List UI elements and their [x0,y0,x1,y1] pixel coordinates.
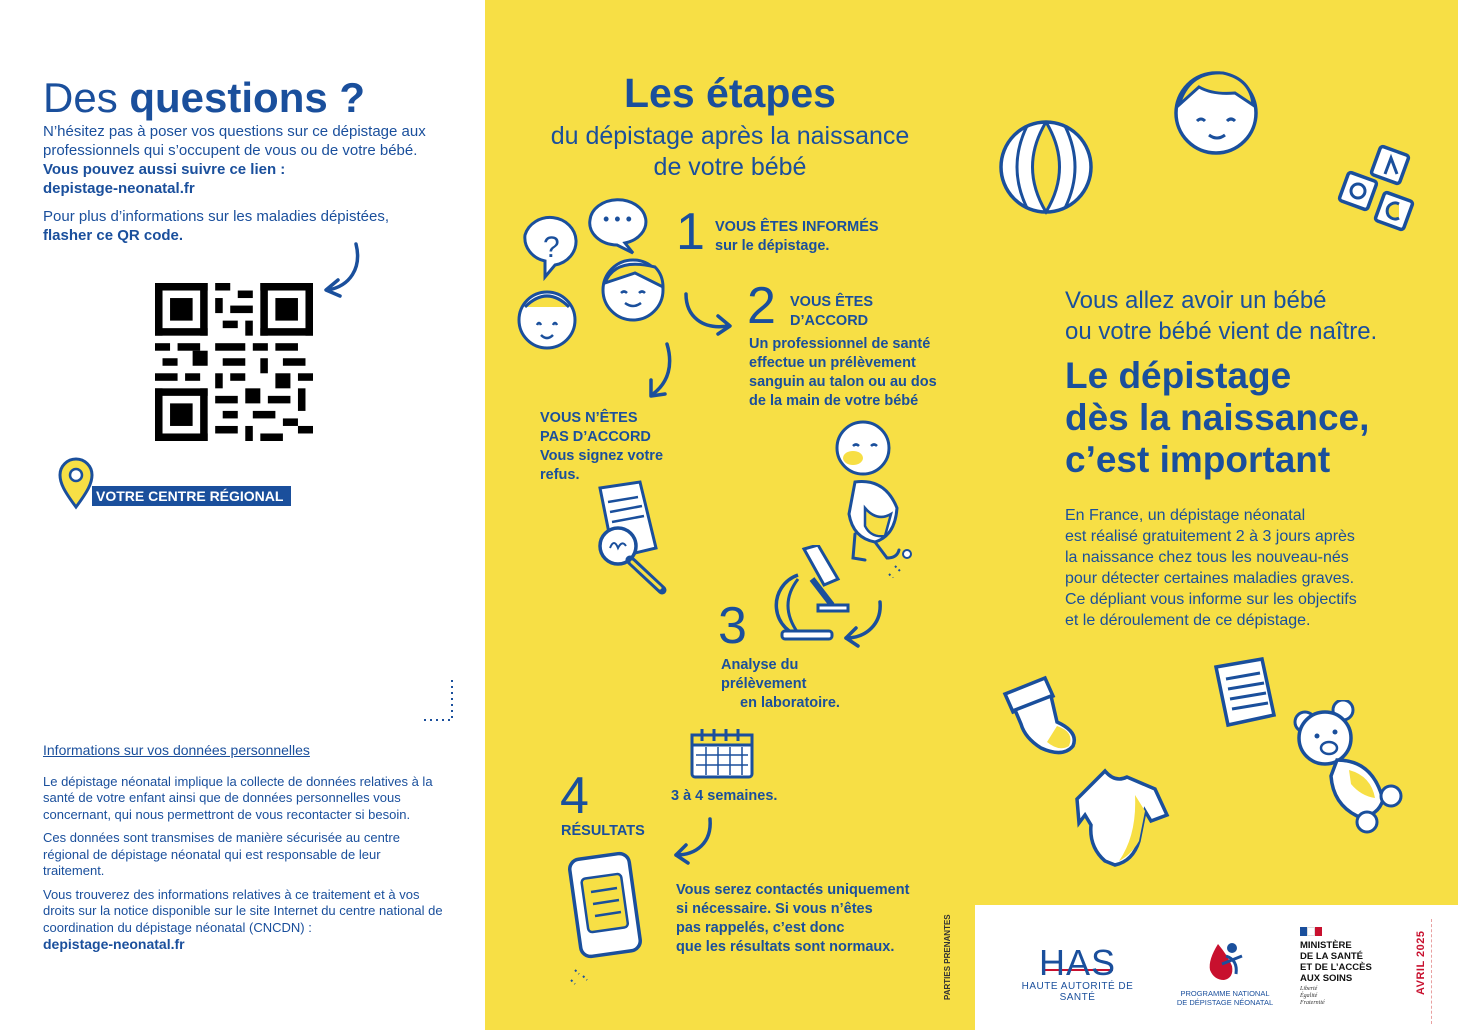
ministry-logo: MINISTÈRE DE LA SANTÉ ET DE L’ACCÈS AUX SOINS Liberté Égalité Fraternité [1300,927,1372,1007]
privacy-title: Informations sur vos données personnelles [43,742,310,758]
steps-panel [485,0,975,1030]
privacy-section [43,742,443,954]
arrow-down-icon [320,240,365,300]
questions-title: Des questions ? [43,74,366,121]
qr-code[interactable] [155,283,313,441]
svg-text:• • •: • • • [603,209,632,229]
privacy-link[interactable]: depistage-neonatal.fr [43,936,185,952]
cover-panel [975,0,1458,905]
paper-icon [1210,655,1290,735]
step-4-title: RÉSULTATS [561,823,645,839]
privacy-paragraph-1: Le dépistage néonatal implique la collecte de données relatives à la santé de votre enfant ainsi que de données personnelles vous concernant, qui nous permettront de vous recontacter si besoin. [43,773,433,822]
programme-figure-icon [1202,940,1248,984]
arrow-right-icon [680,290,740,340]
refusal-block: VOUS N’ÊTES PAS D’ACCORD Vous signez votre refus. [540,410,664,483]
steps-subtitle: du dépistage après la naissance de votre bébé [550,122,910,181]
signed-document-icon [580,478,675,603]
alphabet-blocks-icon [1335,140,1435,240]
step-2-text: Un professionnel de santé effectue un prélèvement sanguin au talon ou au dos de la main de votre bébé [749,336,937,409]
svg-text:?: ? [543,231,560,264]
cover-body: En France, un dépistage néonatal est réalisé gratuitement 2 à 3 jours après la naissance chez tous les nouveau-nés pour détecter certaines maladies graves. Ce dépliant vous informe sur les objectifs et le déroulement de ce dépistage. [1065,507,1357,629]
cover-headline: Le dépistage dès la naissance, c’est important [1065,355,1370,480]
privacy-paragraph-3: Vous trouverez des informations relatives à ce traitement et à vos droits sur la notice disponible sur le site Internet du centre national de coordination du dépistage néonatal (CNCDN) : [43,886,443,935]
phone-icon [565,850,655,990]
regional-centre-label: VOTRE CENTRE RÉGIONAL [92,486,291,506]
step-1 [715,218,879,256]
duration-label: 3 à 4 semaines. [671,788,778,804]
flag-icon [1300,927,1322,936]
parties-label: PARTIES PRENANTES [943,914,952,1000]
step-1-title: VOUS ÊTES INFORMÉS [715,219,879,235]
step-2-number: 2 [747,277,776,335]
footer-logos [975,905,1458,1030]
lead-text: Vous allez avoir un bébé ou votre bébé vient de naître. [1065,287,1378,345]
step-4-text: Vous serez contactés uniquement si nécessaire. Si vous n’êtes pas rappelés, c’est donc que les résultats sont normaux. [676,882,910,955]
step-3-text: Analyse du prélèvement en laboratoire. [721,657,840,711]
parents-discussion-icon [515,195,695,355]
website-link[interactable]: depistage-neonatal.fr [43,180,195,197]
programme-logo: PROGRAMME NATIONAL DE DÉPISTAGE NÉONATAL [1175,940,1275,1007]
step-4-number: 4 [560,767,589,825]
ball-icon [997,118,1095,216]
steps-title-block [485,70,975,183]
teddy-bear-icon [1287,700,1412,835]
baby-face-icon [1173,65,1263,160]
qr-instructions: Pour plus d’informations sur les maladies dépistées, flasher ce QR code. [43,208,390,244]
privacy-paragraph-2: Ces données sont transmises de manière sécurisée au centre régional de dépistage néonatal qui est responsable de leur traitement. [43,830,400,878]
dotted-corner-decoration [418,678,458,723]
arrow-down-left-icon-3 [670,815,720,865]
step-2-title: VOUS ÊTES D’ACCORD [790,294,873,329]
sock-icon [997,672,1087,762]
date-dashed-line [1431,919,1432,1024]
arrow-down-left-icon [643,340,683,402]
left-panel [0,0,485,1030]
step-1-text: sur le dépistage. [715,238,830,254]
edition-date: AVRIL 2025 [1415,930,1427,995]
intro-text: N’hésitez pas à poser vos questions sur ce dépistage aux professionnels qui s’occupent de vous ou de votre bébé. Vous pouvez aussi suivre ce lien : depistage-neonatal.fr [43,123,426,197]
has-logo: HAS HAUTE AUTORITÉ DE SANTÉ [1021,942,1134,1003]
map-pin-icon [56,455,94,510]
steps-title: Les étapes [624,70,836,116]
arrow-down-left-icon-2 [840,598,890,648]
step-1-number: 1 [676,203,705,261]
calendar-icon [688,725,758,783]
bodysuit-icon [1075,765,1175,875]
step-3-number: 3 [718,597,747,655]
